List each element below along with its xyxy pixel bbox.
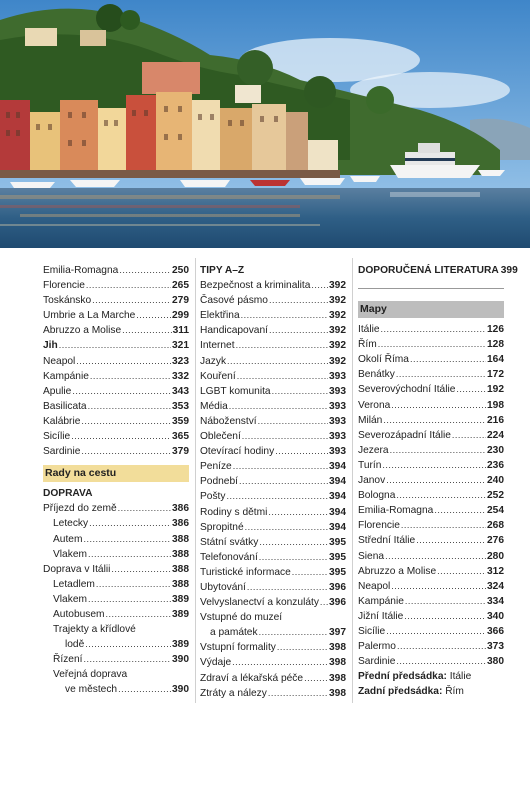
toc-entry[interactable]: Abruzzo a Molise ..... 311	[43, 323, 189, 338]
toc-entry[interactable]: Letecky ..... 386	[43, 516, 189, 531]
toc-entry[interactable]: Zdraví a lékařská péče ..... 398	[200, 671, 346, 686]
endpaper-back: Zadní předsádka: Řím	[358, 686, 464, 698]
toc-entry[interactable]: Státní svátky ..... 395	[200, 535, 346, 550]
toc-entry[interactable]: Kalábrie ..... 359	[43, 414, 189, 429]
toc-entry[interactable]: Emilia-Romagna ..... 254	[358, 503, 504, 518]
toc-entry[interactable]: Kouření ..... 393	[200, 369, 346, 384]
toc-entry[interactable]: Ubytování ..... 396	[200, 580, 346, 595]
endpaper-front: Přední předsádka: Itálie	[358, 671, 472, 683]
toc-entry[interactable]: Severovýchodní Itálie ..... 192	[358, 382, 504, 397]
toc-entry[interactable]: Jižní Itálie ..... 340	[358, 609, 504, 624]
toc-entry[interactable]: Jezera ..... 230	[358, 443, 504, 458]
toc-entry[interactable]: Ztráty a nálezy ..... 398	[200, 686, 346, 701]
toc-entry[interactable]: Emilia-Romagna ..... 250	[43, 263, 189, 278]
toc-entry[interactable]: a památek ..... 397	[200, 625, 346, 640]
toc-entry[interactable]: Elektřina ..... 392	[200, 308, 346, 323]
maps-list	[358, 322, 504, 669]
section-band-rady: Rady na cestu	[43, 465, 189, 482]
toc-entry[interactable]: Střední Itálie ..... 276	[358, 533, 504, 548]
toc-entry[interactable]: Rodiny s dětmi ..... 394	[200, 505, 346, 520]
toc-entry[interactable]: Severozápadní Itálie ..... 224	[358, 428, 504, 443]
tips-list-2	[200, 640, 346, 700]
toc-entry[interactable]: Letadlem ..... 388	[43, 577, 189, 592]
toc-entry[interactable]: Okolí Říma ..... 164	[358, 352, 504, 367]
section-heading-tipy: TIPY A–Z	[200, 265, 245, 276]
toc-entry[interactable]: Sardinie ..... 379	[43, 444, 189, 459]
toc-entry[interactable]: Sicílie ..... 366	[358, 624, 504, 639]
toc-entry[interactable]: Janov ..... 240	[358, 473, 504, 488]
toc-entry[interactable]: Vlakem ..... 388	[43, 547, 189, 562]
toc-entry[interactable]: Podnebí ..... 394	[200, 474, 346, 489]
toc-entry[interactable]: Apulie ..... 343	[43, 384, 189, 399]
toc-entry-wrap-start: Vstupné do muzeí	[200, 612, 283, 624]
toc-entry[interactable]: Siena ..... 280	[358, 549, 504, 564]
toc-entry[interactable]: Jih ..... 321	[43, 338, 189, 353]
column-divider-2	[352, 258, 353, 703]
toc-entry[interactable]: Jazyk ..... 392	[200, 354, 346, 369]
toc-entry[interactable]: Neapol ..... 324	[358, 579, 504, 594]
toc-entry[interactable]: Řím ..... 128	[358, 337, 504, 352]
toc-entry[interactable]: Florencie ..... 268	[358, 518, 504, 533]
toc-entry-wrap-start: Trajekty a křídlové	[53, 624, 136, 636]
toc-entry[interactable]: Sicílie ..... 365	[43, 429, 189, 444]
section-rule	[358, 288, 504, 289]
toc-entry[interactable]: Itálie ..... 126	[358, 322, 504, 337]
hero-photo	[0, 0, 530, 248]
toc-entry[interactable]: Oblečení ..... 393	[200, 429, 346, 444]
doprava-sublist	[43, 577, 189, 622]
toc-entry[interactable]: Velvyslanectví a konzuláty ..... 396	[200, 595, 346, 610]
region-list	[43, 263, 189, 459]
toc-entry[interactable]: Autobusem ..... 389	[43, 607, 189, 622]
toc-entry[interactable]: Příjezd do země ..... 386	[43, 501, 189, 516]
toc-entry[interactable]: Spropitné ..... 394	[200, 520, 346, 535]
toc-entry-literatura[interactable]: DOPORUČENÁ LITERATURA 399	[358, 265, 518, 276]
toc-entry[interactable]: Toskánsko ..... 279	[43, 293, 189, 308]
toc-entry[interactable]: Basilicata ..... 353	[43, 399, 189, 414]
toc-column-3	[358, 263, 518, 699]
toc-entry[interactable]: Média ..... 393	[200, 399, 346, 414]
toc-entry[interactable]: Turín ..... 236	[358, 458, 504, 473]
toc-entry[interactable]: Sardinie ..... 380	[358, 654, 504, 669]
toc-entry[interactable]: Doprava v Itálii ..... 388	[43, 562, 189, 577]
toc-entry[interactable]: Umbrie a La Marche ..... 299	[43, 308, 189, 323]
toc-entry[interactable]: Časové pásmo ..... 392	[200, 293, 346, 308]
toc-entry[interactable]: Turistické informace ..... 395	[200, 565, 346, 580]
toc-entry[interactable]: Peníze ..... 394	[200, 459, 346, 474]
column-divider-1	[195, 258, 196, 703]
toc-entry[interactable]: Bologna ..... 252	[358, 488, 504, 503]
toc-entry[interactable]: Neapol ..... 323	[43, 354, 189, 369]
toc-entry[interactable]: Bezpečnost a kriminalita ..... 392	[200, 278, 346, 293]
toc-entry[interactable]: Vstupní formality ..... 398	[200, 640, 346, 655]
toc-entry[interactable]: Kampánie ..... 332	[43, 369, 189, 384]
toc-entry[interactable]: ve městech ..... 390	[43, 682, 189, 697]
toc-entry[interactable]: Kampánie ..... 334	[358, 594, 504, 609]
section-heading-doprava: DOPRAVA	[43, 488, 93, 500]
toc-entry[interactable]: Náboženství ..... 393	[200, 414, 346, 429]
toc-entry[interactable]: Milán ..... 216	[358, 413, 504, 428]
toc-entry[interactable]: Verona ..... 198	[358, 398, 504, 413]
toc-entry[interactable]: Otevírací hodiny ..... 393	[200, 444, 346, 459]
toc-entry[interactable]: Pošty ..... 394	[200, 489, 346, 504]
toc-entry[interactable]: Výdaje ..... 398	[200, 655, 346, 670]
toc-entry[interactable]: Vlakem ..... 389	[43, 592, 189, 607]
toc-entry[interactable]: Palermo ..... 373	[358, 639, 504, 654]
toc-column-1	[43, 263, 189, 698]
toc-entry[interactable]: Handicapovaní ..... 392	[200, 323, 346, 338]
toc-entry-wrap-start: Veřejná doprava	[53, 669, 128, 681]
toc-entry[interactable]: lodě ..... 389	[43, 637, 189, 652]
section-band-mapy: Mapy	[358, 301, 504, 318]
toc-entry[interactable]: Florencie ..... 265	[43, 278, 189, 293]
toc-entry[interactable]: Řízení ..... 390	[43, 652, 189, 667]
toc-entry[interactable]: Abruzzo a Molise ..... 312	[358, 564, 504, 579]
toc-entry[interactable]: Telefonování ..... 395	[200, 550, 346, 565]
toc-entry[interactable]: Autem ..... 388	[43, 532, 189, 547]
prijezd-sublist	[43, 516, 189, 561]
toc-entry[interactable]: Benátky ..... 172	[358, 367, 504, 382]
tips-list	[200, 278, 346, 610]
toc-column-2	[200, 263, 346, 701]
toc-entry[interactable]: Internet ..... 392	[200, 338, 346, 353]
toc-entry[interactable]: LGBT komunita ..... 393	[200, 384, 346, 399]
